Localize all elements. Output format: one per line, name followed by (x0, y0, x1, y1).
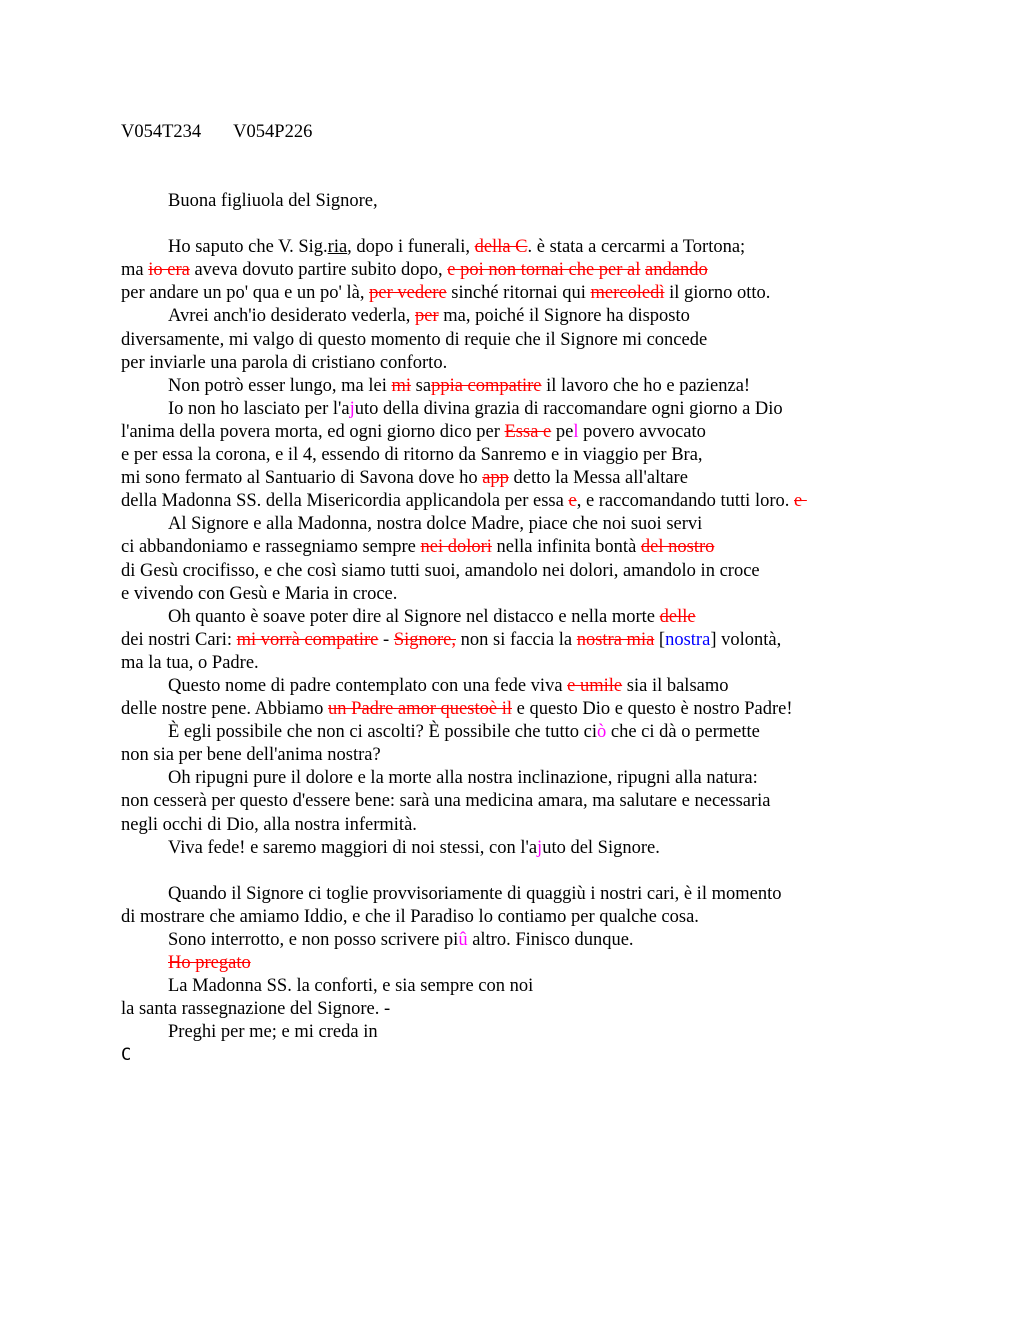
text-run: sia il balsamo (622, 675, 729, 696)
deleted-text: mi (391, 375, 412, 396)
letter-lines (121, 236, 981, 1067)
deleted-text: e umile (567, 675, 623, 696)
text-run: Sono interrotto, e non posso scrivere pi (168, 930, 459, 950)
text-run: aveva dovuto partire subito dopo, (189, 260, 448, 281)
letter-line (121, 906, 981, 929)
letter-line (121, 837, 981, 860)
inserted-text: l (573, 421, 579, 442)
letter-body (121, 190, 981, 1068)
text-run: Al Signore e alla Madonna, nostra dolce Madre, piace che noi suoi servi (168, 514, 703, 535)
text-run: Preghi per me; e mi creda in (168, 1022, 378, 1043)
text-run: Oh ripugni pure il dolore e la morte alla nostra inclinazione, ripugni alla natura: (168, 768, 758, 789)
letter-line (121, 606, 981, 629)
editor-addition: nostra (665, 629, 711, 650)
text-run: non sia per bene dell'anima nostra? (121, 745, 381, 766)
letter-line (121, 352, 981, 375)
text-run: delle nostre pene. Abbiamo (121, 699, 329, 720)
text-run: Ho saputo che V. Sig. (168, 237, 328, 258)
text-run: Quando il Signore ci toglie provvisoriamente di quaggiù i nostri cari, è il momento (168, 883, 782, 904)
text-run: Io non ho lasciato per l'a (168, 398, 350, 419)
deleted-text: ppia compatire (431, 375, 542, 396)
letter-line (121, 814, 981, 837)
text-run: È egli possibile che non ci ascolti? È possibile che tutto ci (168, 722, 597, 743)
letter-line (121, 583, 981, 606)
letter-line (121, 305, 981, 328)
deleted-text: io era (148, 260, 190, 281)
blank-line (121, 213, 981, 236)
deleted-text: per (414, 306, 439, 327)
text-run: Questo nome di padre contemplato con una fede viva (168, 675, 568, 696)
deleted-text: Signore, (393, 629, 456, 650)
text-run: ma (121, 260, 149, 281)
text-run: uto della divina grazia di raccomandare ogni giorno a Dio (354, 398, 783, 419)
text-run: ci abbandoniamo e rassegniamo sempre (121, 537, 421, 558)
letter-line (121, 282, 981, 305)
letter-line (121, 629, 981, 652)
deleted-text: mi vorrà compatire (236, 629, 379, 650)
text-run: il giorno otto. (664, 283, 771, 304)
inserted-text: û (458, 930, 468, 950)
text-run: detto la Messa all'altare (508, 468, 688, 489)
text-run: . è stata a cercarmi a Tortona; (527, 237, 746, 258)
letter-line (121, 790, 981, 813)
text-run: La Madonna SS. la conforti, e sia sempre con noi (168, 976, 534, 997)
text-run: [ (654, 629, 666, 650)
text-run: diversamente, mi valgo di questo momento di requie che il Signore mi concede (121, 329, 708, 350)
text-run: di Gesù crocifisso, e che così siamo tutti suoi, amandolo nei dolori, amandolo in croce (121, 560, 760, 581)
text-run: altro. Finisco dunque. (467, 930, 634, 950)
letter-line (121, 329, 981, 352)
text-run: - (378, 629, 394, 650)
salutation: Buona figliuola del Signore, (168, 191, 378, 211)
text-run: pe (551, 421, 574, 442)
text-run: la santa rassegnazione del Signore. - (121, 999, 391, 1020)
text-run: sa (411, 375, 432, 396)
header-id-t: V054T234 (121, 122, 202, 142)
letter-line (121, 652, 981, 675)
letter-line (121, 883, 981, 906)
letter-line (121, 467, 981, 490)
deleted-text: andando (645, 260, 708, 281)
blank-line (121, 860, 981, 883)
closing-mark: C (121, 1045, 132, 1066)
text-run: ma, poiché il Signore ha disposto (438, 306, 690, 327)
text-run: per andare un po' qua e un po' là, (121, 283, 370, 304)
text-run: dei nostri Cari: (121, 629, 237, 650)
letter-line (121, 698, 981, 721)
text-run: che ci dà o permette (606, 722, 760, 743)
deleted-text: per vedere (369, 283, 447, 304)
letter-line (121, 444, 981, 467)
text-run: nella infinita bontà (491, 537, 641, 558)
text-run: di mostrare che amiamo Iddio, e che il Paradiso lo contiamo per qualche cosa. (121, 906, 699, 927)
deleted-text: Essa e (504, 421, 552, 442)
letter-line (121, 744, 981, 767)
underlined-text: ria (327, 237, 348, 258)
text-run: e questo Dio e questo è nostro Padre! (511, 699, 793, 720)
header-id-p: V054P226 (233, 122, 313, 142)
letter-line (121, 536, 981, 559)
letter-line (121, 767, 981, 790)
deleted-text: mercoledì (590, 283, 665, 304)
letter-line (121, 398, 981, 421)
letter-line (121, 1044, 981, 1067)
letter-line (121, 998, 981, 1021)
letter-line (121, 952, 981, 975)
deleted-text: app (482, 468, 509, 489)
letter-line (121, 975, 981, 998)
text-run: e per essa la corona, e il 4, essendo di ritorno da Sanremo e in viaggio per Bra, (121, 445, 703, 466)
deleted-text: Ho pregato (168, 953, 251, 974)
text-run: povero avvocato (578, 421, 706, 442)
letter-line (121, 236, 981, 259)
deleted-text: e (568, 491, 577, 512)
letter-line (121, 560, 981, 583)
inserted-text: j (349, 398, 355, 419)
deleted-text: e (794, 491, 807, 512)
text-run: per inviarle una parola di cristiano conforto. (121, 352, 448, 373)
document-header (121, 121, 312, 144)
deleted-text: della C (474, 237, 528, 258)
text-run: mi sono fermato al Santuario di Savona dove ho (121, 468, 483, 489)
text-run: non cesserà per questo d'essere bene: sarà una medicina amara, ma salutare e necessaria (121, 791, 771, 812)
letter-line (121, 259, 981, 282)
letter-line (121, 375, 981, 398)
inserted-text: ò (597, 722, 607, 743)
text-run: Oh quanto è soave poter dire al Signore nel distacco e nella morte (168, 606, 660, 627)
text-run: l'anima della povera morta, ed ogni giorno dico per (121, 421, 505, 442)
text-run: e vivendo con Gesù e Maria in croce. (121, 583, 398, 604)
text-run: sinché ritornai qui (446, 283, 591, 304)
letter-line (121, 675, 981, 698)
letter-line (121, 490, 981, 513)
letter-line (121, 1021, 981, 1044)
text-run: non si faccia la (456, 629, 577, 650)
text-run: della Madonna SS. della Misericordia applicandola per essa (121, 491, 569, 512)
deleted-text: del nostro (640, 537, 715, 558)
text-run: Non potrò esser lungo, ma lei (168, 375, 392, 396)
inserted-text: j (537, 837, 543, 858)
text-run: negli occhi di Dio, alla nostra infermità. (121, 814, 417, 835)
text-run: ma la tua, o Padre. (121, 652, 259, 673)
text-run: uto del Signore. (542, 837, 660, 858)
text-run: , dopo i funerali, (347, 237, 475, 258)
text-run: il lavoro che ho e pazienza! (541, 375, 751, 396)
deleted-text: nei dolori (420, 537, 492, 558)
deleted-text: nostra mia (576, 629, 655, 650)
letter-line (121, 421, 981, 444)
letter-line (121, 513, 981, 536)
text-run: Avrei anch'io desiderato vederla, (168, 306, 415, 327)
deleted-text: e poi non tornai che per al (447, 260, 641, 281)
text-run: Viva fede! e saremo maggiori di noi stessi, con l'a (168, 837, 538, 858)
text-run: , e raccomandando tutti loro. (576, 491, 794, 512)
letter-line (121, 929, 981, 952)
letter-line (121, 721, 981, 744)
deleted-text: delle (659, 606, 696, 627)
deleted-text: un Padre amor questoè il (328, 699, 512, 720)
text-run: ] volontà, (710, 629, 782, 650)
